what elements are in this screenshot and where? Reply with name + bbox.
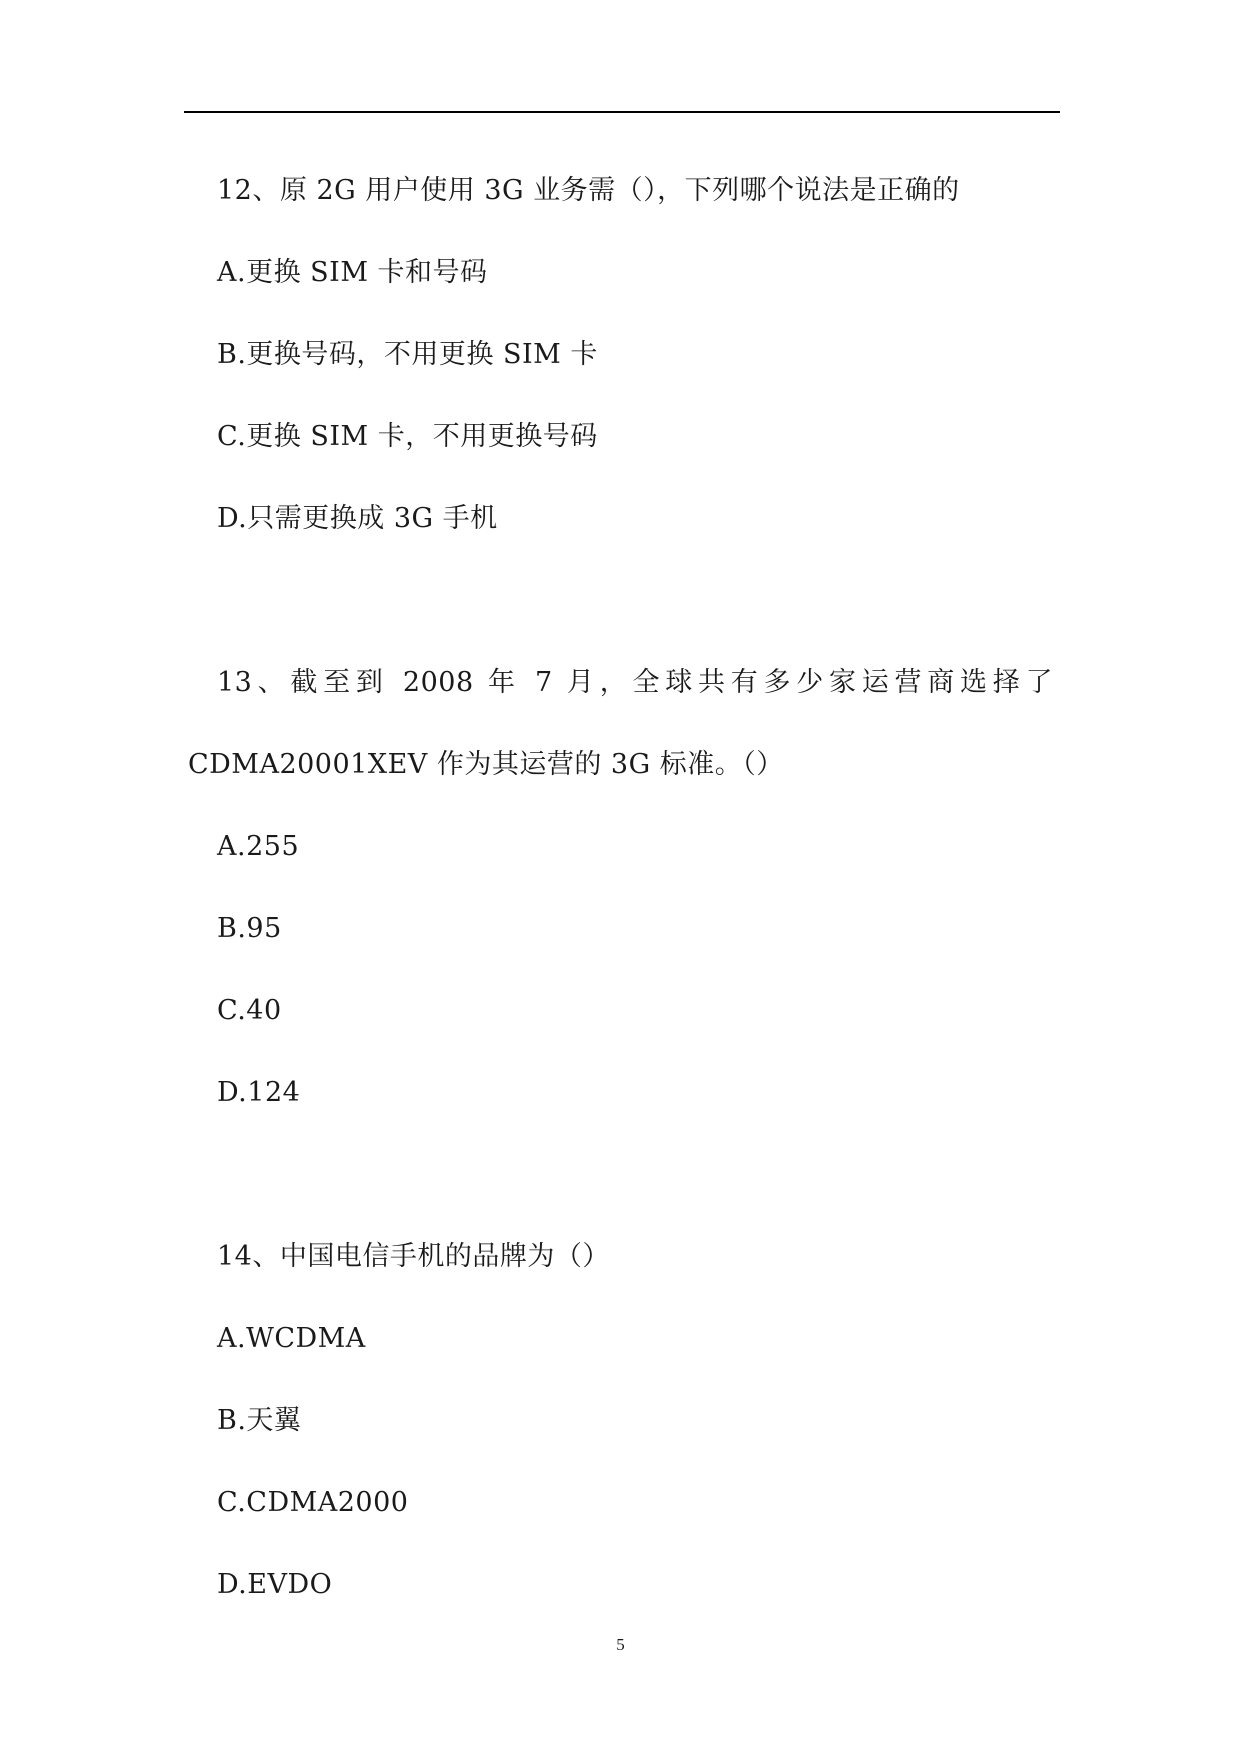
question-14-option-a: A.WCDMA (217, 1323, 366, 1354)
question-12-option-b: B.更换号码，不用更换 SIM 卡 (217, 339, 598, 370)
question-13-stem-line-2: CDMA20001XEV 作为其运营的 3G 标准。（） (188, 749, 784, 780)
question-12-option-d: D.只需更换成 3G 手机 (217, 503, 498, 534)
question-14-option-b: B.天翼 (217, 1405, 302, 1436)
header-rule (184, 111, 1060, 113)
question-13-option-a: A.255 (217, 831, 300, 862)
question-12-option-c: C.更换 SIM 卡，不用更换号码 (217, 421, 598, 452)
question-12-option-a: A.更换 SIM 卡和号码 (217, 257, 488, 288)
question-14-option-d: D.EVDO (217, 1569, 333, 1600)
question-13-option-c: C.40 (217, 995, 282, 1026)
question-13-option-d: D.124 (217, 1077, 301, 1108)
page-number: 5 (616, 1635, 625, 1654)
question-13-option-b: B.95 (217, 913, 282, 944)
question-14-stem: 14、中国电信手机的品牌为（） (217, 1241, 610, 1272)
question-14-option-c: C.CDMA2000 (217, 1487, 409, 1518)
question-12-stem: 12、原 2G 用户使用 3G 业务需（），下列哪个说法是正确的 (217, 175, 960, 206)
question-13-stem-line-1: 13、截至到 2008 年 7 月，全球共有多少家运营商选择了 (217, 667, 1053, 698)
